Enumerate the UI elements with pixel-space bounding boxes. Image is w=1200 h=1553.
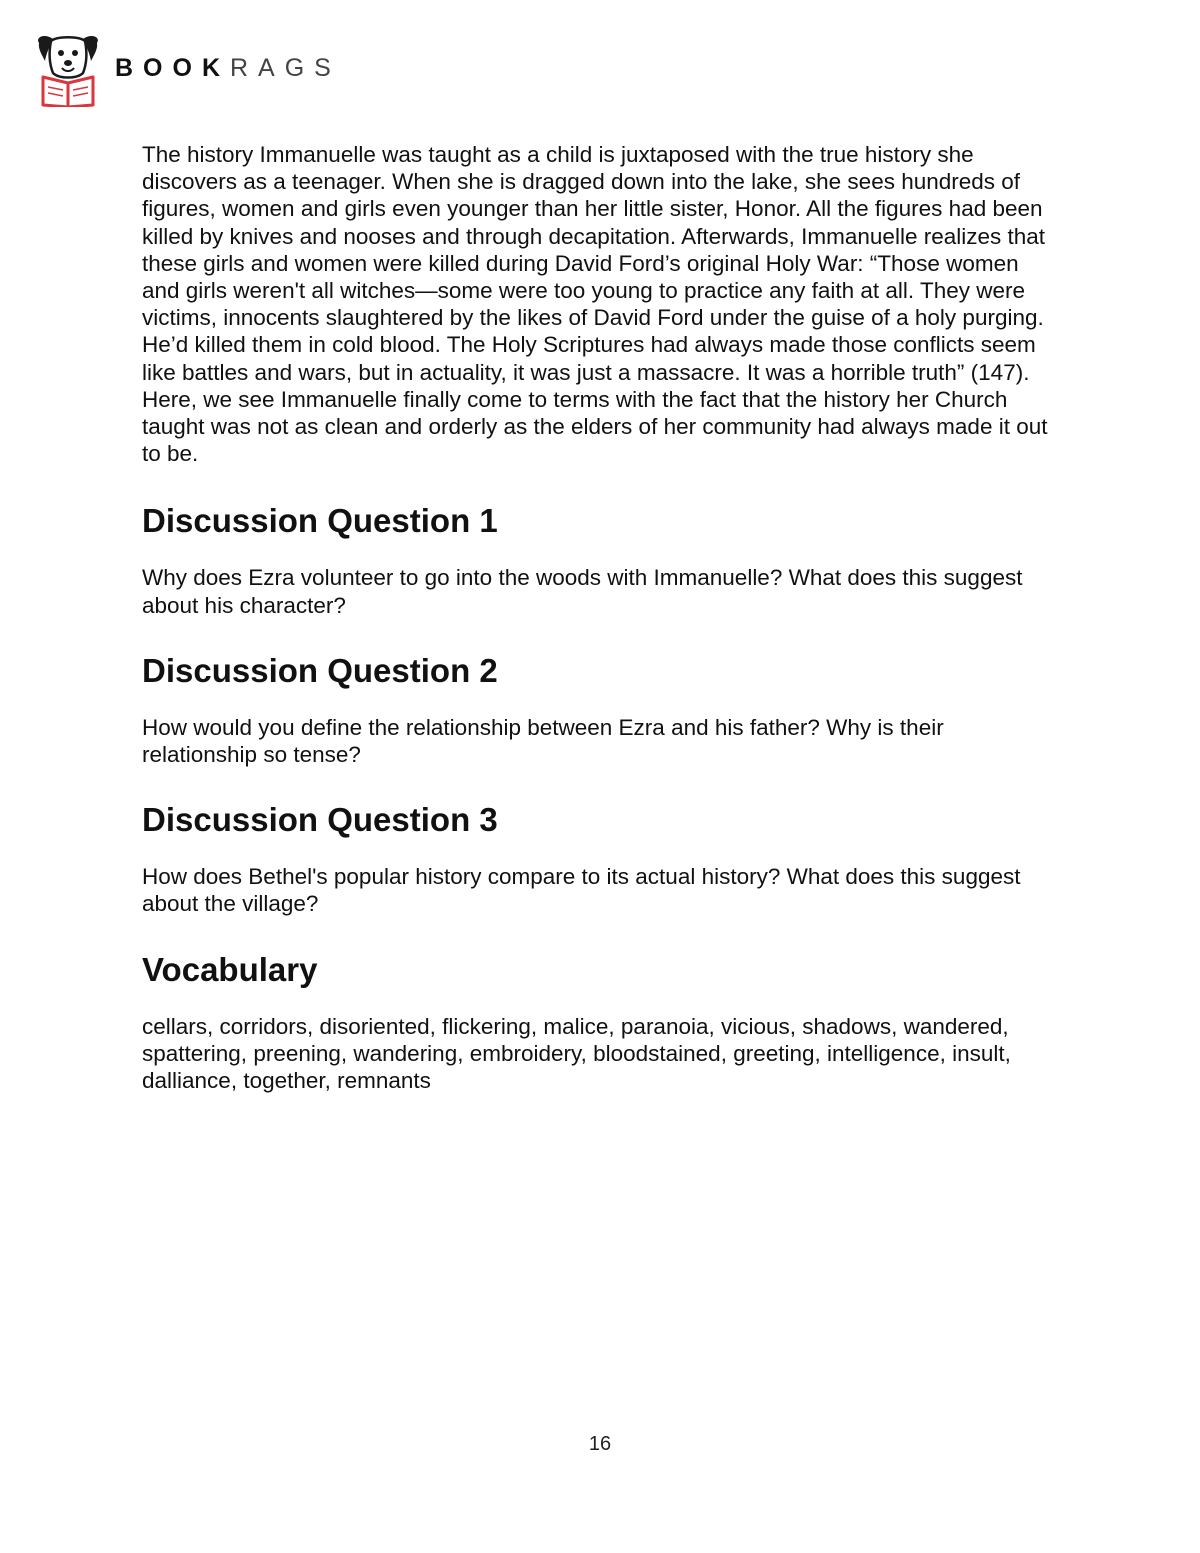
vocabulary-list: cellars, corridors, disoriented, flickering, malice, paranoia, vicious, shadows, wandered, spattering, preening, wandering, embroidery, bloodstained, greeting, intelligence, insult, dalliance, together, remnants	[142, 1013, 1011, 1094]
discussion-question-3-heading: Discussion Question 3	[142, 801, 498, 839]
logo-wordmark-light: RAGS	[230, 53, 341, 82]
discussion-question-2-heading: Discussion Question 2	[142, 651, 498, 689]
discussion-question-1-heading: Discussion Question 1	[142, 502, 498, 540]
page-number: 16	[588, 1433, 612, 1455]
logo-wordmark	[115, 54, 341, 83]
bookrags-logo[interactable]	[33, 33, 341, 107]
document-body	[142, 141, 1057, 1094]
dog-with-book-icon	[33, 33, 103, 107]
vocabulary-heading: Vocabulary	[142, 950, 318, 988]
discussion-question-3-text: How does Bethel's popular history compare to its actual history? What does this suggest about the village?	[142, 864, 1021, 917]
logo-wordmark-bold: BOOK	[115, 53, 230, 82]
discussion-question-2-text: How would you define the relationship between Ezra and his father? Why is their relationship so tense?	[142, 714, 944, 768]
discussion-question-1-text: Why does Ezra volunteer to go into the woods with Immanuelle? What does this suggest about his character?	[142, 565, 1023, 618]
intro-paragraph: The history Immanuelle was taught as a child is juxtaposed with the true history she discovers as a teenager. When she is dragged down into the lake, she sees hundreds of figures, women and girls even younger than her little sister, Honor. All the figures had been killed by knives and nooses and through decapitation. Afterwards, Immanuelle realizes that these girls and women were killed during David Ford’s original Holy War: “Those women and girls weren't all witches—some were too young to practice any faith at all. They were victims, innocents slaughtered by the likes of David Ford under the guise of a holy purging. He’d killed them in cold blood. The Holy Scriptures had always made those conflicts seem like battles and wars, but in actuality, it was just a massacre. It was a horrible truth” (147). Here, we see Immanuelle finally come to terms with the fact that the history her Church taught was not as clean and orderly as the elders of her community had always made it out to be.	[142, 142, 1048, 467]
